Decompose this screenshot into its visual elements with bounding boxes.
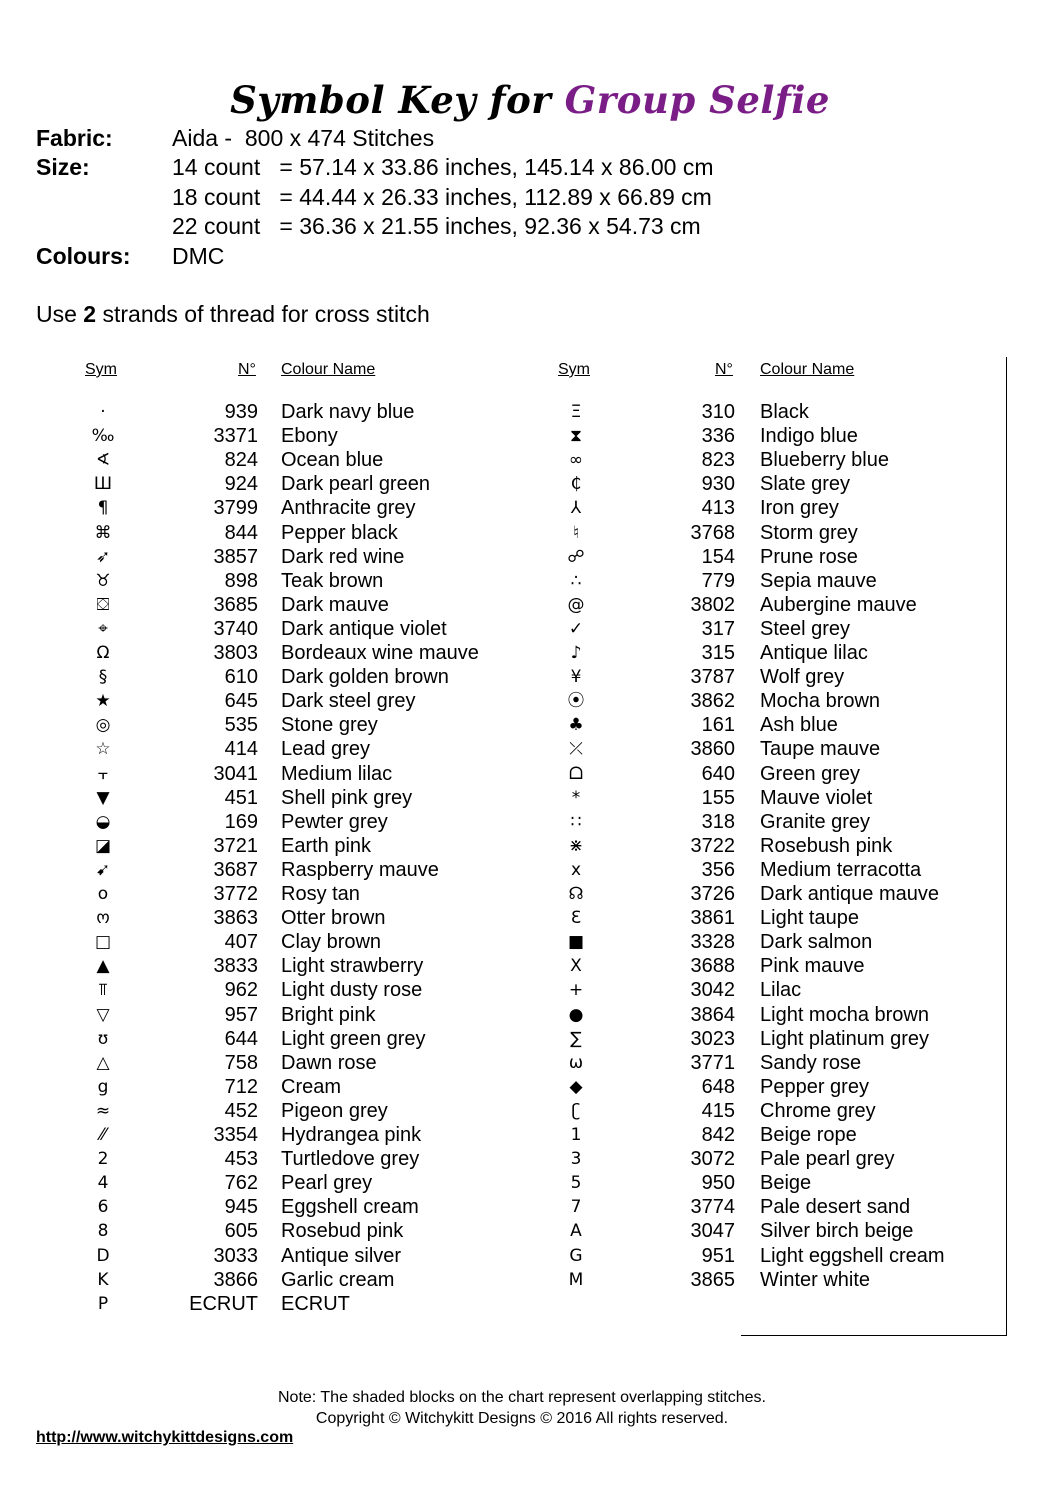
dmc-number: 535 [224,714,258,737]
colour-name: Turtledove grey [281,1148,420,1171]
title-accent: Group Selfie [564,78,830,122]
symbol-glyph: ⌘ [94,522,112,543]
colour-name: Rosebush pink [760,834,893,857]
dmc-number: 3354 [213,1124,258,1146]
dmc-number: 318 [701,810,735,833]
colour-name: Antique silver [281,1244,402,1267]
symbol-glyph: ☊ [568,884,584,904]
dmc-number: 3862 [690,690,735,713]
colours-label: Colours: [36,243,131,269]
colour-name: Lead grey [281,738,370,761]
colour-name: Slate grey [760,473,851,496]
dmc-number: 3799 [213,497,258,520]
fabric-label: Fabric: [36,125,113,151]
colour-name: Light dusty rose [281,979,423,1002]
dmc-number: 645 [224,690,258,713]
dmc-number: 3041 [213,762,258,785]
symbol-glyph: ∢ [95,450,111,471]
colour-name: Pepper grey [760,1075,869,1098]
dmc-number: 3803 [213,642,258,664]
colour-name: Indigo blue [760,425,858,448]
symbol-glyph: ¥ [570,667,582,688]
fabric-value: Aida - 800 x 474 Stitches [172,125,435,151]
colour-name: Teak brown [281,569,384,592]
colour-name: Sepia mauve [760,569,877,592]
colour-name: Dark steel grey [281,690,416,713]
symbol-glyph: ◪ [94,835,112,856]
dmc-number: 415 [701,1099,735,1122]
right-header-num: N° [715,361,733,378]
colour-name: Ebony [281,425,338,448]
dmc-number: 939 [224,401,258,423]
symbol-glyph: K [97,1269,109,1290]
symbol-glyph: ⧗ [570,426,582,447]
colour-name: Pink mauve [760,955,865,978]
symbol-glyph: ■ [567,932,585,953]
colour-name: Earth pink [281,834,372,857]
dmc-number: 924 [224,473,258,496]
symbol-glyph: ⫟ [97,763,109,784]
colour-name: Dawn rose [281,1051,377,1074]
colour-name: Eggshell cream [281,1196,419,1219]
dmc-number: 155 [701,786,735,809]
colour-name: Pearl grey [281,1172,373,1195]
symbol-glyph: ▽ [96,1004,110,1025]
colour-name: Raspberry mauve [281,858,439,881]
dmc-number: 3833 [213,955,258,978]
symbol-glyph: 5 [570,1173,582,1194]
dmc-number: 161 [701,714,735,737]
symbol-glyph: ʊ [97,1028,109,1049]
dmc-number: 605 [224,1220,258,1243]
colour-name: ECRUT [281,1292,350,1315]
symbol-glyph: * [571,787,581,808]
symbol-glyph: ∞ [568,450,584,471]
colour-name: Light eggshell cream [760,1244,945,1267]
colour-name: Pale desert sand [760,1196,911,1219]
dmc-number: 3072 [690,1148,735,1171]
dmc-number: 3864 [690,1003,735,1026]
colour-name: Bordeaux wine mauve [281,642,479,664]
symbol-glyph: x [570,859,582,880]
symbol-glyph: ▼ [96,787,110,808]
dmc-number: 3771 [690,1051,735,1074]
dmc-number: 3371 [213,425,258,448]
symbol-glyph: + [568,980,584,1001]
symbol-glyph: ∴ [570,570,582,591]
title-prefix: Symbol Key for [230,78,552,122]
colour-name: Medium terracotta [760,858,922,881]
dmc-number: 762 [224,1172,258,1195]
dmc-number: 842 [701,1124,735,1146]
dmc-number: 3802 [690,593,735,616]
symbol-glyph: 4 [97,1173,109,1194]
symbol-glyph: ∷ [570,811,582,832]
symbol-glyph: ⤫ [569,739,583,760]
symbol-glyph: ≈ [95,1100,111,1121]
colour-name: Black [760,401,809,423]
symbol-glyph: ♉ [95,570,111,591]
dmc-number: 3688 [690,955,735,978]
colour-name: Hydrangea pink [281,1124,422,1146]
dmc-number: 824 [224,449,258,472]
dmc-number: 957 [224,1003,258,1026]
right-header-sym: Sym [558,361,590,378]
dmc-number: 169 [224,810,258,833]
dmc-number: 644 [224,1027,258,1050]
dmc-number: 3687 [213,858,258,881]
colour-name: Bright pink [281,1003,376,1026]
colour-name: Steel grey [760,617,851,640]
symbol-glyph: ➹ [95,859,111,880]
symbol-glyph: · [100,402,106,422]
dmc-number: 414 [224,738,258,761]
colour-name: Pepper black [281,521,398,544]
dmc-number: 3861 [690,907,735,930]
size-line: 22 count = 36.36 x 21.55 inches, 92.36 x 54.73 cm [172,213,701,239]
colour-name: Light strawberry [281,955,424,978]
dmc-number: 3774 [690,1196,735,1219]
colour-name: Storm grey [760,521,858,544]
symbol-glyph: G [569,1245,583,1266]
colour-name: Stone grey [281,714,378,737]
colour-name: Mauve violet [760,786,873,809]
size-line: 14 count = 57.14 x 33.86 inches, 145.14 x 86.00 cm [172,154,714,180]
dmc-number: 3863 [213,907,258,930]
symbol-glyph: M [568,1269,584,1290]
dmc-number: 823 [701,449,735,472]
symbol-glyph: ⦿ [567,691,585,712]
dmc-number: 310 [701,401,735,423]
symbol-glyph: P [97,1293,109,1314]
dmc-number: 3047 [690,1220,735,1243]
strands-pre: Use [36,301,77,327]
dmc-number: 452 [224,1099,258,1122]
colour-name: Dark navy blue [281,401,415,423]
symbol-glyph: 6 [97,1197,109,1218]
colour-name: Blueberry blue [760,449,889,472]
symbol-glyph: ⅄ [570,498,582,519]
symbol-glyph: ო [96,908,110,929]
footer-copyright: Copyright © Witchykitt Designs © 2016 All rights reserved. [315,1410,729,1427]
colour-name: Taupe mauve [760,738,881,761]
dmc-number: 844 [224,521,258,544]
dmc-number: 356 [701,858,735,881]
strands-instruction [36,301,430,328]
colour-name: Anthracite grey [281,497,416,520]
symbol-glyph: g [97,1076,109,1097]
symbol-glyph: o [97,884,109,904]
symbol-glyph: 1 [570,1125,582,1145]
symbol-glyph: △ [96,1052,110,1073]
colour-name: Lilac [760,979,802,1002]
dmc-number: 317 [701,617,735,640]
symbol-glyph: 3 [570,1149,582,1170]
left-header-name: Colour Name [281,361,376,378]
symbol-glyph: Ɛ [570,908,582,929]
dmc-number: 3685 [213,593,258,616]
colour-name: Beige [760,1172,812,1195]
dmc-number: 962 [224,979,258,1002]
dmc-number: 451 [224,786,258,809]
symbol-glyph: Ш [93,474,113,495]
dmc-number: 3722 [690,834,735,857]
dmc-number: 3023 [690,1027,735,1050]
colour-name: Ash blue [760,714,838,737]
strands-post: strands of thread for cross stitch [102,301,430,327]
colour-name: Silver birch beige [760,1220,914,1243]
symbol-glyph: ⫪ [98,980,108,1001]
dmc-number: 336 [701,425,735,448]
dmc-number: 3866 [213,1268,258,1291]
symbol-glyph: § [98,667,108,688]
symbol-glyph: ✓ [568,618,584,639]
colour-name: Ocean blue [281,449,384,472]
colour-name: Granite grey [760,810,871,833]
symbol-glyph: ‰ [91,426,115,447]
dmc-number: 3726 [690,883,735,905]
footer-notes [0,1387,1044,1429]
colour-name: Cream [281,1075,342,1098]
page-title [0,78,1060,122]
symbol-glyph: ♮ [572,522,580,543]
colour-name: Dark red wine [281,545,405,568]
symbol-glyph: ⋇ [568,835,584,856]
dmc-number: 3857 [213,545,258,568]
dmc-number: 3860 [690,738,735,761]
symbol-glyph: ◎ [95,715,111,736]
colour-name: Pigeon grey [281,1099,388,1122]
symbol-glyph: ⛋ [96,594,110,615]
dmc-number: 3772 [213,883,258,905]
dmc-number: 3740 [213,617,258,640]
colour-name: Green grey [760,762,861,785]
symbol-glyph: ➶ [95,546,111,567]
symbol-glyph: ʗ [571,1100,581,1121]
dmc-number: 3721 [213,834,258,857]
right-header-name: Colour Name [760,361,855,378]
symbol-glyph: 7 [570,1197,582,1218]
colour-name: Sandy rose [760,1051,862,1074]
dmc-number: 3787 [690,666,735,689]
colour-name: Otter brown [281,907,386,930]
bottom-border-line [741,1335,1007,1336]
dmc-number: 315 [701,642,735,664]
colour-name: Dark golden brown [281,666,449,689]
dmc-number: 3042 [690,979,735,1002]
colour-name: Antique lilac [760,642,868,664]
colour-name: Garlic cream [281,1268,395,1291]
symbol-glyph: ᗝ [568,763,584,784]
colour-name: Dark antique violet [281,617,447,640]
dmc-number: 3328 [690,931,735,954]
dmc-number: 3033 [213,1244,258,1267]
symbol-glyph: ¶ [97,498,109,519]
dmc-number: 951 [701,1244,735,1267]
symbol-glyph: ∑ [570,1028,582,1049]
symbol-glyph: ● [568,1004,584,1025]
size-label: Size: [36,154,90,180]
colour-name: Light platinum grey [760,1027,929,1050]
colour-name: Rosy tan [281,883,360,905]
dmc-number: ECRUT [189,1292,258,1315]
colour-name: Shell pink grey [281,786,413,809]
symbol-glyph: X [570,956,582,977]
dmc-number: 930 [701,473,735,496]
colour-name: Winter white [760,1268,871,1291]
dmc-number: 945 [224,1196,258,1219]
colour-name: Dark mauve [281,593,389,616]
symbol-glyph: ▲ [96,956,110,977]
website-link[interactable]: http://www.witchykittdesigns.com [36,1429,294,1446]
symbol-glyph: ⌖ [98,618,108,639]
colour-name: Dark antique mauve [760,883,939,905]
symbol-glyph: Ω [96,643,110,663]
dmc-number: 3865 [690,1268,735,1291]
dmc-number: 610 [224,666,258,689]
dmc-number: 407 [224,931,258,954]
symbol-glyph: A [570,1221,582,1242]
symbol-glyph: ★ [95,691,111,712]
dmc-number: 154 [701,545,735,568]
symbol-glyph: ω [568,1052,584,1073]
symbol-glyph: ◆ [569,1076,583,1097]
dmc-number: 3768 [690,521,735,544]
dmc-number: 640 [701,762,735,785]
colour-name: Chrome grey [760,1099,876,1122]
dmc-number: 950 [701,1172,735,1195]
left-header-sym: Sym [85,361,117,378]
dmc-number: 413 [701,497,735,520]
size-line: 18 count = 44.44 x 26.33 inches, 112.89 x 66.89 cm [172,184,712,210]
colour-name: Dark pearl green [281,473,430,496]
colour-name: Light mocha brown [760,1003,929,1026]
symbol-glyph: ⁄⁄ [100,1125,106,1145]
symbol-glyph: ₵ [570,474,582,495]
symbol-glyph: ☍ [567,546,585,567]
colour-name: Wolf grey [760,666,845,689]
dmc-number: 898 [224,569,258,592]
symbol-glyph: ♣ [568,715,584,736]
colour-name: Beige rope [760,1124,857,1146]
dmc-number: 779 [701,569,735,592]
colour-name: Rosebud pink [281,1220,404,1243]
symbol-glyph: 8 [97,1221,109,1242]
dmc-number: 758 [224,1051,258,1074]
colour-name: Light taupe [760,907,859,930]
symbol-glyph: Ξ [570,402,582,422]
symbol-glyph: @ [567,594,585,615]
colour-name: Dark salmon [760,931,873,954]
symbol-glyph: ☆ [95,739,111,760]
right-border-line [1006,357,1007,1336]
footer-note: Note: The shaded blocks on the chart represent overlapping stitches. [278,1389,766,1406]
strands-count: 2 [83,301,97,327]
dmc-number: 712 [224,1075,258,1098]
colour-name: Pewter grey [281,810,388,833]
colour-name: Light green grey [281,1027,426,1050]
symbol-glyph: ◒ [95,811,111,832]
colours-value: DMC [172,243,225,269]
symbol-glyph: □ [94,932,112,953]
dmc-number: 453 [224,1148,258,1171]
dmc-number: 648 [701,1075,735,1098]
colour-name: Pale pearl grey [760,1148,895,1171]
colour-name: Medium lilac [281,762,393,785]
colour-name: Aubergine mauve [760,593,917,616]
symbol-glyph: 2 [97,1149,109,1170]
colour-name: Prune rose [760,545,858,568]
symbol-glyph: ♪ [570,643,582,663]
symbol-glyph: D [96,1245,110,1266]
colour-name: Mocha brown [760,690,881,713]
left-header-num: N° [238,361,256,378]
colour-name: Clay brown [281,931,382,954]
colour-name: Iron grey [760,497,839,520]
